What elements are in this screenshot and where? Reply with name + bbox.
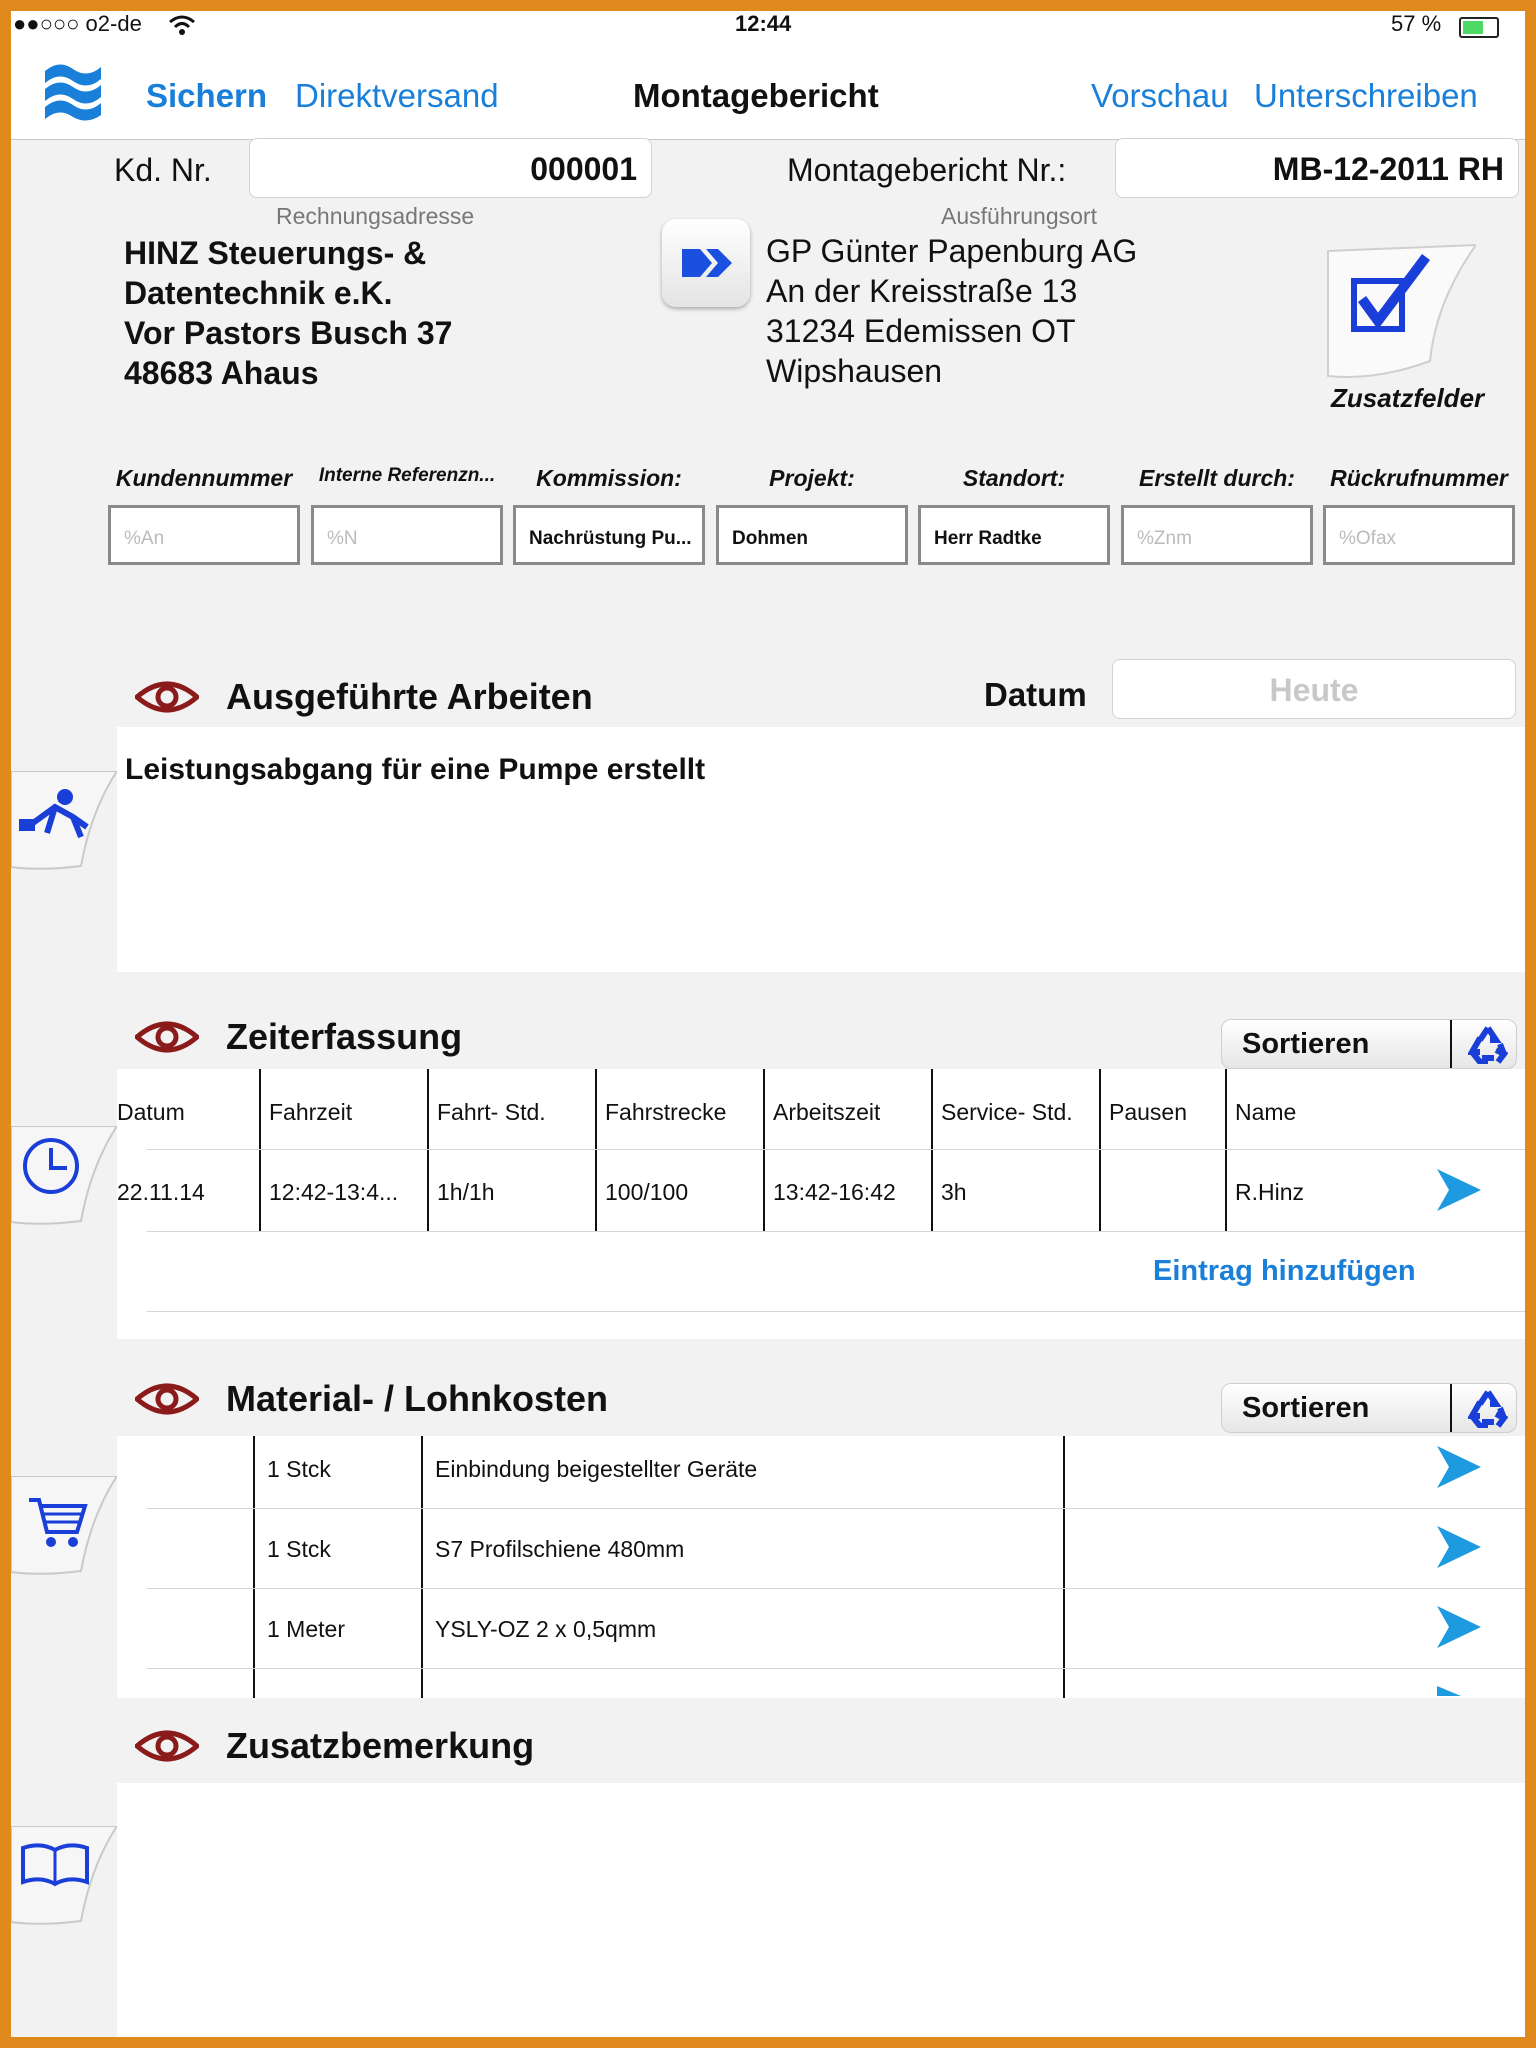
report-no-value: MB-12-2011 RH: [1272, 151, 1504, 187]
billing-line: Vor Pastors Busch 37: [124, 315, 453, 351]
column-header: Pausen: [1109, 1099, 1188, 1125]
app-logo-icon[interactable]: [39, 59, 103, 121]
material-section-title: Material- / Lohnkosten: [226, 1378, 609, 1419]
date-label: Datum: [984, 676, 1087, 713]
field-label: Rückrufnummer: [1330, 465, 1508, 491]
billing-line: Datentechnik e.K.: [124, 275, 393, 311]
field-input[interactable]: Herr Radtke: [918, 505, 1110, 565]
table-cell: R.Hinz: [1235, 1179, 1305, 1205]
page-title: Montagebericht: [633, 77, 879, 114]
remarks-area[interactable]: [117, 1783, 1525, 2043]
row-detail-arrow-icon[interactable]: [1435, 1524, 1483, 1570]
table-cell: 22.11.14: [117, 1179, 205, 1205]
date-placeholder: Heute: [1269, 672, 1359, 708]
row-divider: [147, 1668, 1525, 1669]
row-divider: [147, 1231, 1525, 1232]
wifi-icon: [168, 14, 196, 36]
time-table: [117, 1069, 1525, 1339]
field-label: Kommission:: [536, 465, 682, 491]
row-detail-arrow-icon[interactable]: [1435, 1684, 1483, 1698]
save-button[interactable]: Sichern: [146, 77, 268, 114]
field-input[interactable]: %An: [108, 505, 300, 565]
billing-address-label: Rechnungsadresse: [276, 203, 475, 229]
clock-tab-icon[interactable]: [11, 1126, 121, 1226]
table-cell: 12:42-13:4...: [269, 1179, 399, 1205]
forward-icon: [680, 245, 734, 281]
site-line: An der Kreisstraße 13: [766, 273, 1078, 309]
material-sort-button[interactable]: Sortieren: [1242, 1392, 1370, 1424]
remarks-section-title: Zusatzbemerkung: [226, 1725, 535, 1766]
eye-icon[interactable]: [135, 1019, 199, 1055]
site-line: GP Günter Papenburg AG: [766, 233, 1138, 269]
time-sort-button[interactable]: Sortieren: [1242, 1028, 1370, 1060]
site-address[interactable]: [766, 231, 1137, 391]
time-section-title: Zeiterfassung: [226, 1016, 463, 1057]
field-label: Kundennummer: [115, 465, 293, 491]
extra-fields-label: Zusatzfelder: [1331, 383, 1485, 413]
row-divider: [147, 1508, 1525, 1509]
billing-line: HINZ Steuerungs- &: [124, 235, 427, 271]
battery-percent: 57 %: [1391, 11, 1442, 36]
row-divider: [147, 1588, 1525, 1589]
description-cell: YSLY-OZ 2 x 0,5qmm: [435, 1616, 657, 1642]
field-input[interactable]: %N: [311, 505, 503, 565]
table-cell: 1h/1h: [437, 1179, 495, 1205]
eye-icon[interactable]: [135, 679, 199, 715]
direct-send-button[interactable]: Direktversand: [295, 77, 499, 114]
cart-tab-icon[interactable]: [11, 1476, 121, 1576]
table-row[interactable]: [117, 1516, 1525, 1596]
billing-address[interactable]: [124, 233, 452, 393]
material-sort-control: [1221, 1383, 1517, 1433]
column-header: Arbeitszeit: [773, 1099, 881, 1125]
customer-no-value: 000001: [530, 151, 637, 187]
table-row[interactable]: [117, 1436, 1525, 1516]
quantity-cell: 1 Stck: [267, 1536, 331, 1562]
report-no-field[interactable]: [1115, 138, 1519, 198]
book-tab-icon[interactable]: [11, 1826, 121, 1926]
row-detail-arrow-icon[interactable]: [1435, 1444, 1483, 1490]
status-bar: [11, 11, 1525, 41]
customer-no-label: Kd. Nr.: [114, 152, 212, 188]
site-line: Wipshausen: [766, 353, 943, 389]
column-header: Fahrstrecke: [605, 1099, 727, 1125]
navigation-bar: [11, 41, 1525, 140]
carrier-label: ●●○○○ o2-de: [13, 11, 142, 36]
recycle-icon[interactable]: [1468, 1026, 1508, 1064]
field-label: Erstellt durch:: [1139, 465, 1295, 491]
time-sort-control: [1221, 1019, 1517, 1069]
table-cell: 100/100: [605, 1179, 689, 1205]
worker-tab-icon[interactable]: [11, 771, 121, 871]
field-input[interactable]: Dohmen: [716, 505, 908, 565]
eye-icon[interactable]: [135, 1728, 199, 1764]
column-header: Fahrzeit: [269, 1099, 353, 1125]
row-divider: [147, 1311, 1525, 1312]
extra-fields-button[interactable]: [1326, 241, 1476, 381]
field-label: Standort:: [962, 465, 1066, 491]
column-header: Service- Std.: [941, 1099, 1073, 1125]
report-no-label: Montagebericht Nr.:: [787, 152, 1067, 188]
customer-no-field[interactable]: [249, 138, 652, 198]
checkbox-icon: [1326, 241, 1476, 381]
column-header: Name: [1235, 1099, 1297, 1125]
table-cell: 3h: [941, 1179, 967, 1205]
column-header: Datum: [117, 1099, 185, 1125]
billing-line: 48683 Ahaus: [124, 355, 319, 391]
work-section-title: Ausgeführte Arbeiten: [226, 676, 593, 717]
add-entry-button[interactable]: Eintrag hinzufügen: [1153, 1255, 1416, 1287]
sign-button[interactable]: Unterschreiben: [1254, 77, 1478, 114]
site-line: 31234 Edemissen OT: [766, 313, 1076, 349]
field-input[interactable]: Nachrüstung Pu...: [513, 505, 705, 565]
row-detail-arrow-icon[interactable]: [1435, 1167, 1483, 1213]
column-header: Fahrt- Std.: [437, 1099, 546, 1125]
quantity-cell: 1 Stck: [267, 1456, 331, 1482]
row-detail-arrow-icon[interactable]: [1435, 1604, 1483, 1650]
site-address-label: Ausführungsort: [941, 203, 1097, 229]
quantity-cell: 1 Meter: [267, 1616, 345, 1642]
material-table: [117, 1436, 1525, 1698]
description-cell: Einbindung beigestellter Geräte: [435, 1456, 758, 1482]
work-description-text: Leistungsabgang für eine Pumpe erstellt: [125, 753, 706, 786]
table-row[interactable]: [117, 1596, 1525, 1676]
table-row[interactable]: [117, 1149, 1525, 1231]
field-label: Projekt:: [769, 465, 855, 491]
date-field[interactable]: [1112, 659, 1516, 719]
forward-address-button[interactable]: [662, 219, 750, 307]
battery-icon: [1459, 17, 1499, 38]
clock-time: 12:44: [735, 11, 792, 36]
field-label: Interne Referenzn...: [318, 465, 496, 486]
field-input[interactable]: %Znm: [1121, 505, 1313, 565]
work-description-area[interactable]: [117, 727, 1525, 972]
preview-button[interactable]: Vorschau: [1091, 77, 1229, 114]
eye-icon[interactable]: [135, 1381, 199, 1417]
description-cell: S7 Profilschiene 480mm: [435, 1536, 685, 1562]
field-input[interactable]: %Ofax: [1323, 505, 1515, 565]
recycle-icon[interactable]: [1468, 1390, 1508, 1428]
table-cell: 13:42-16:42: [773, 1179, 896, 1205]
